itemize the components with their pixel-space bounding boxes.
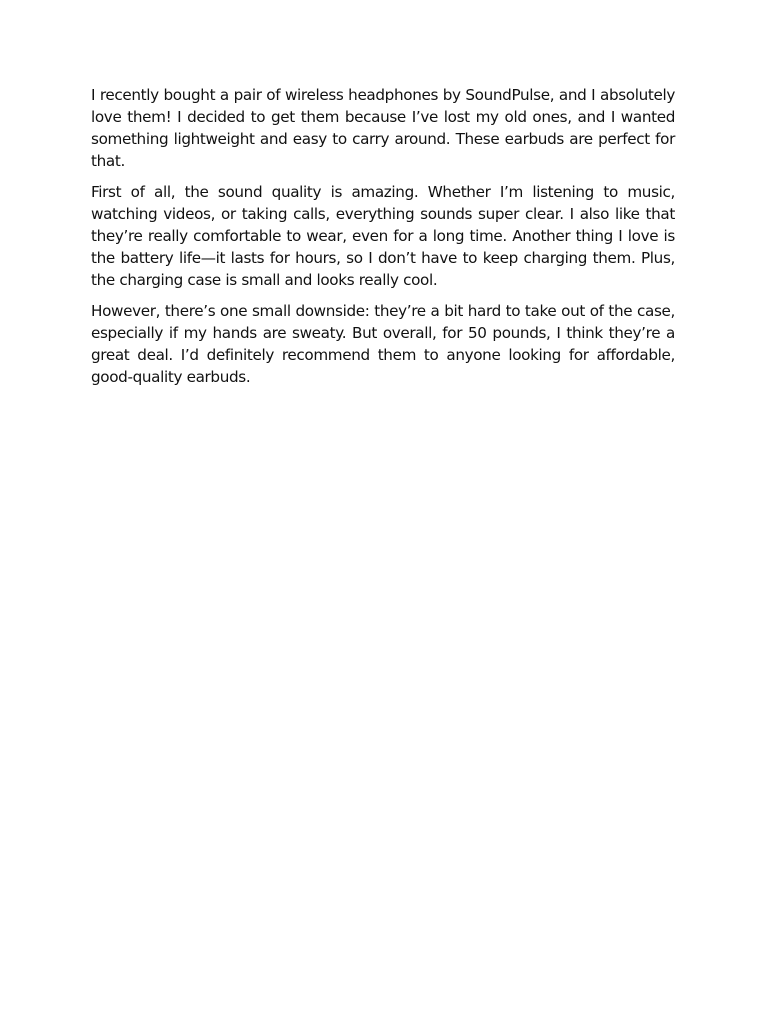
paragraph-conclusion: However, there’s one small downside: they’re a bit hard to take out of the case, especially if my hands are sweaty. But overall, for 50 pounds, I think they’re a great deal. I’d definitely recommend them to anyone looking for affordable, good-quality earbuds. [91, 302, 675, 386]
paragraph-intro: I recently bought a pair of wireless headphones by SoundPulse, and I absolutely love them! I decided to get them because I’ve lost my old ones, and I wanted something lightweight and easy to carry around. These earbuds are perfect for that. [91, 86, 675, 170]
document-body [91, 84, 675, 397]
paragraph-features: First of all, the sound quality is amazing. Whether I’m listening to music, watching videos, or taking calls, everything sounds super clear. I also like that they’re really comfortable to wear, even for a long time. Another thing I love is the battery life—it lasts for hours, so I don’t have to keep charging them. Plus, the charging case is small and looks really cool. [91, 183, 675, 289]
